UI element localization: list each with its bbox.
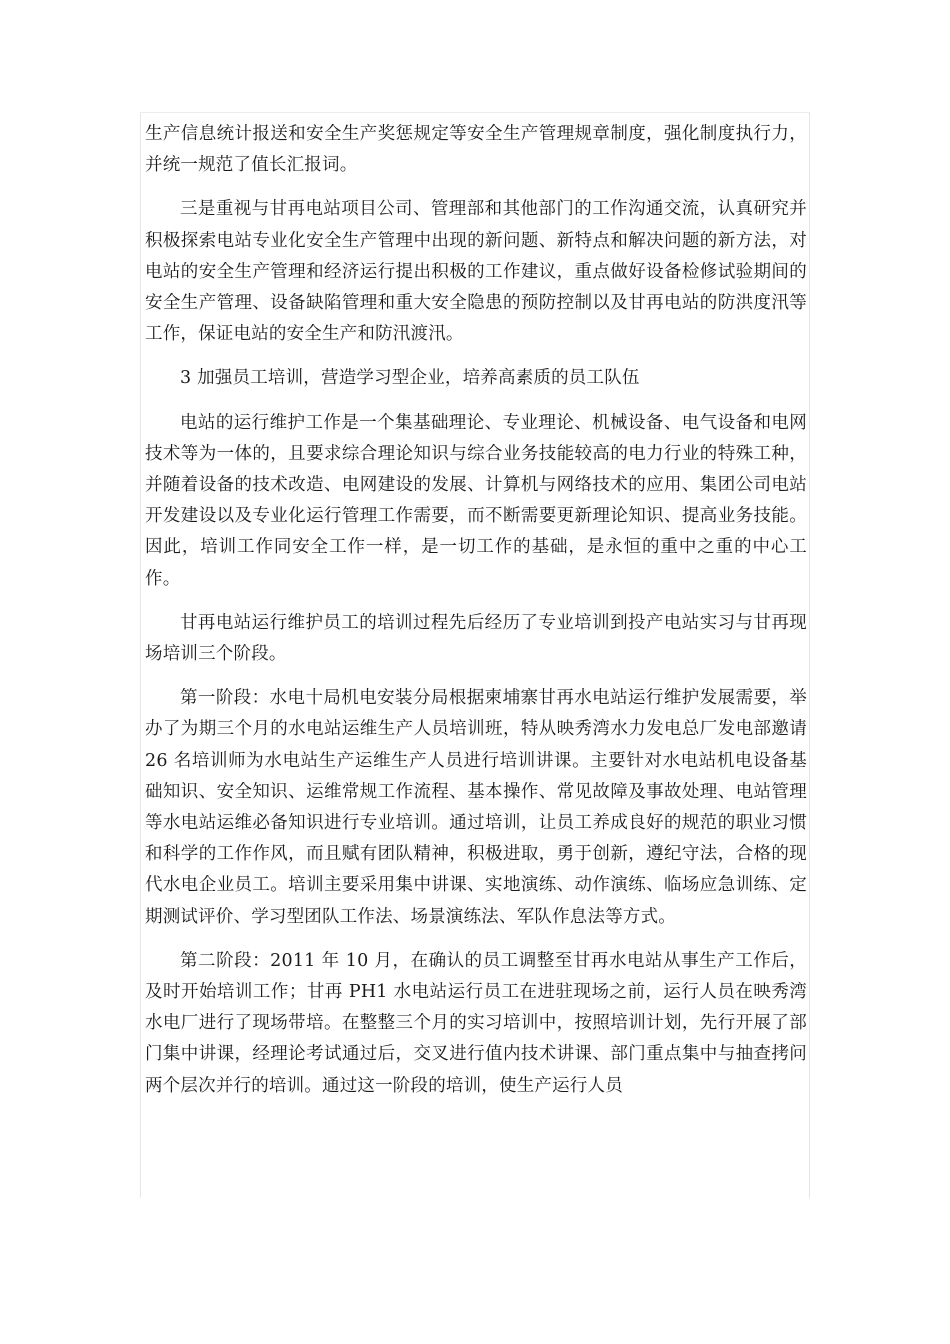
paragraph-1: 生产信息统计报送和安全生产奖惩规定等安全生产管理规章制度，强化制度执行力，并统一规范了值长汇报词。 bbox=[145, 124, 807, 176]
paragraph-4: 电站的运行维护工作是一个集基础理论、专业理论、机械设备、电气设备和电网技术等为一体的，且要求综合理论知识与综合业务技能较高的电力行业的特殊工种，并随着设备的技术改造、电网建设的发展、计算机与网络技术的应用、集团公司电站开发建设以及专业化运行管理工作需要，而不断需要更新理论知识、提高业务技能。因此，培训工作同安全工作一样，是一切工作的基础，是永恒的重中之重的中心工作。 bbox=[145, 412, 807, 589]
page-frame bbox=[140, 112, 810, 1198]
paragraph-5: 甘再电站运行维护员工的培训过程先后经历了专业培训到投产电站实习与甘再现场培训三个阶段。 bbox=[145, 612, 807, 665]
paragraph-6: 第一阶段：水电十局机电安装分局根据柬埔寨甘再水电站运行维护发展需要，举办了为期三个月的水电站运维生产人员培训班，特从映秀湾水力发电总厂发电部邀请 26 名培训师为水电站生产运维生产人员进行培训讲课。主要针对水电站机电设备基础知识、安全知识、运维常规工作流程、基本操作、常见故障及事故处理、电站管理等水电站运维必备知识进行专业培训。通过培训，让员工养成良好的规范的职业习惯和科学的工作作风，而且赋有团队精神，积极进取，勇于创新，遵纪守法，合格的现代水电企业员工。培训主要采用集中讲课、实地演练、动作演练、临场应急训练、定期测试评价、学习型团队工作法、场景演练法、军队作息法等方式。 bbox=[145, 688, 807, 927]
paragraph-2: 三是重视与甘再电站项目公司、管理部和其他部门的工作沟通交流，认真研究并积极探索电站专业化安全生产管理中出现的新问题、新特点和解决问题的新方法，对电站的安全生产管理和经济运行提出积极的工作建议，重点做好设备检修试验期间的安全生产管理、设备缺陷管理和重大安全隐患的预防控制以及甘再电站的防洪度汛等工作，保证电站的安全生产和防汛渡汛。 bbox=[145, 199, 807, 345]
section-heading-3: 3 加强员工培训，营造学习型企业，培养高素质的员工队伍 bbox=[180, 368, 640, 389]
document-body bbox=[145, 119, 807, 1115]
paragraph-7: 第二阶段：2011 年 10 月，在确认的员工调整至甘再水电站从事生产工作后，及时开始培训工作；甘再 PH1 水电站运行员工在进驻现场之前，运行人员在映秀湾水电厂进行了现场带培。在整整三个月的实习培训中，按照培训计划，先行开展了部门集中讲课，经理论考试通过后，交叉进行值内技术讲课、部门重点集中与抽查拷问两个层次并行的培训。通过这一阶段的培训，使生产运行人员 bbox=[145, 950, 807, 1096]
